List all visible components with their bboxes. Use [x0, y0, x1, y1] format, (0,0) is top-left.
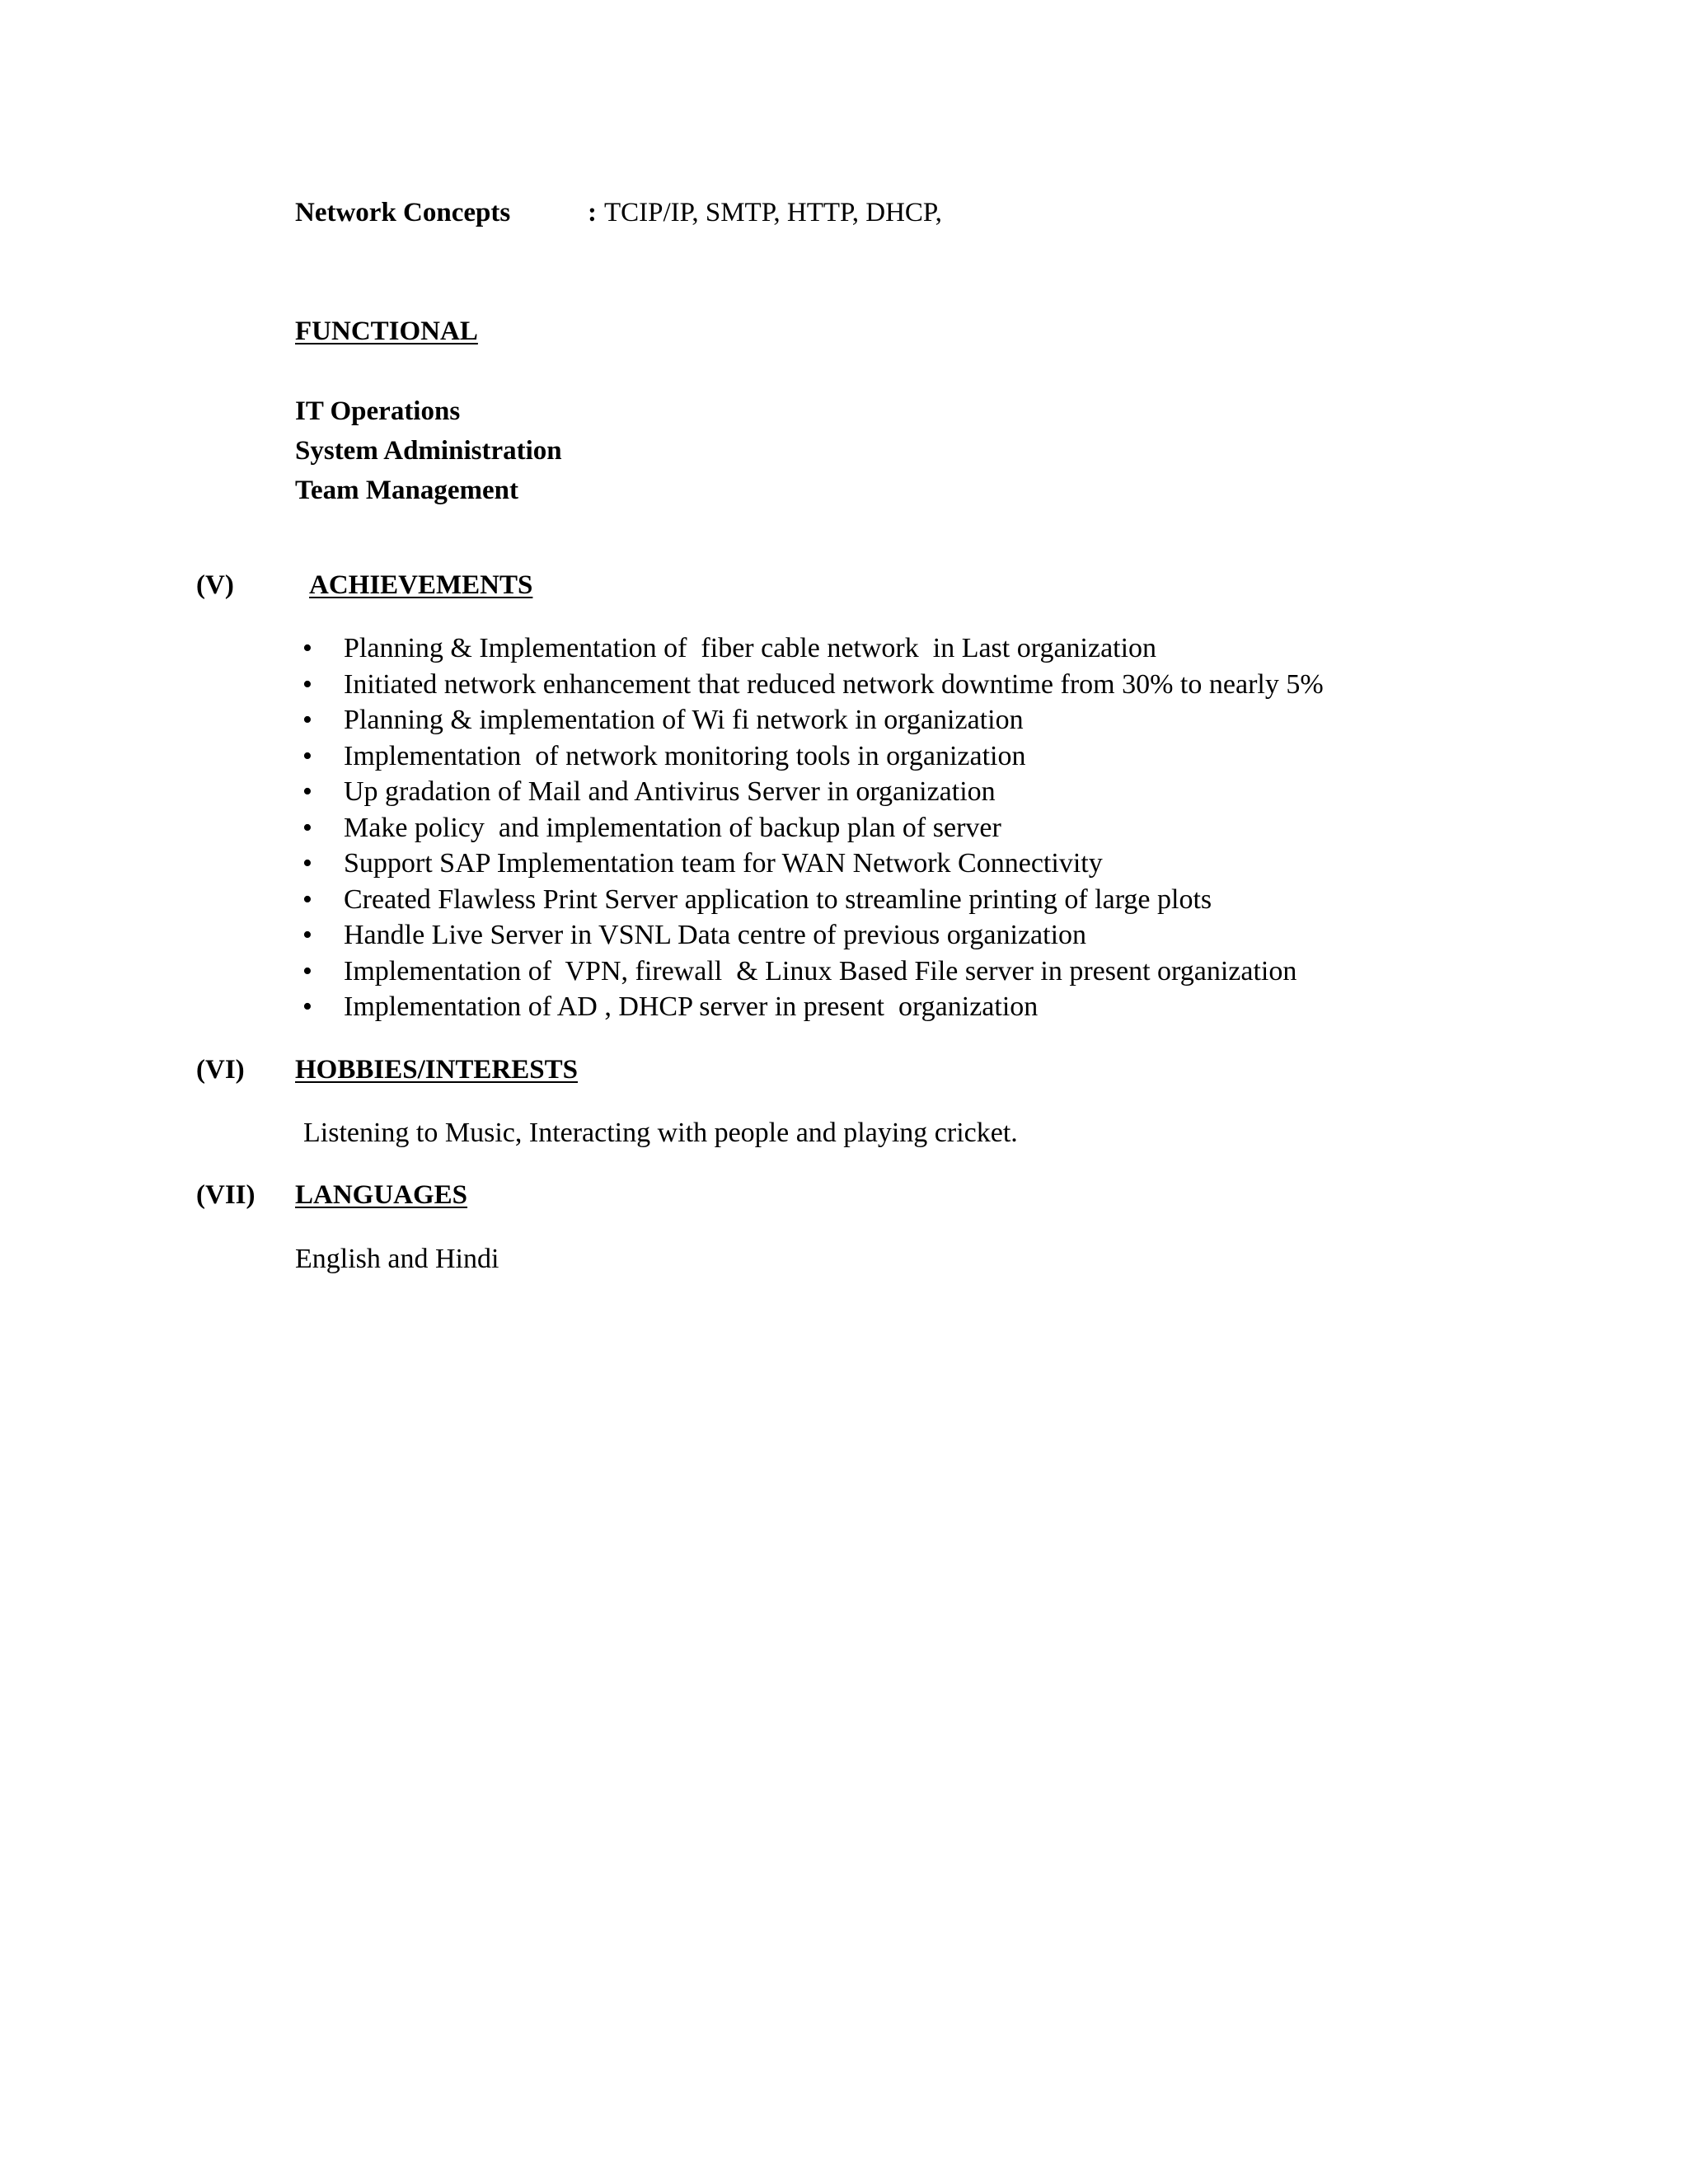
bullet-icon: •	[302, 920, 312, 950]
achievement-text: Created Flawless Print Server application to streamline printing of large plots	[344, 883, 1212, 915]
network-concepts-colon: :	[588, 198, 597, 227]
achievements-heading: ACHIEVEMENTS	[309, 570, 533, 600]
functional-item: IT Operations	[295, 396, 461, 426]
bullet-icon: •	[302, 776, 312, 807]
achievement-text: Initiated network enhancement that reduced network downtime from 30% to nearly 5%	[344, 668, 1324, 700]
achievement-text: Implementation of AD , DHCP server in present organization	[344, 991, 1039, 1022]
bullet-icon: •	[302, 883, 312, 915]
functional-item: Team Management	[295, 476, 518, 505]
achievement-text: Implementation of network monitoring tools in organization	[344, 740, 1026, 771]
hobbies-text: Listening to Music, Interacting with people and playing cricket.	[303, 1118, 1018, 1148]
network-concepts-value: TCIP/IP, SMTP, HTTP, DHCP,	[604, 198, 942, 227]
bullet-icon: •	[302, 633, 312, 663]
functional-item: System Administration	[295, 436, 562, 466]
achievement-text: Make policy and implementation of backup plan of server	[344, 812, 1001, 843]
bullet-icon: •	[302, 848, 312, 879]
bullet-icon: •	[302, 955, 312, 987]
bullet-icon: •	[302, 740, 312, 771]
achievement-text: Handle Live Server in VSNL Data centre of previous organization	[344, 920, 1087, 950]
bullet-icon: •	[302, 705, 312, 735]
achievement-text: Planning & implementation of Wi fi network in organization	[344, 705, 1024, 735]
achievement-text: Support SAP Implementation team for WAN Network Connectivity	[344, 848, 1103, 879]
achievement-text: Planning & Implementation of fiber cable network in Last organization	[344, 633, 1157, 663]
functional-heading: FUNCTIONAL	[295, 316, 478, 346]
hobbies-heading: HOBBIES/INTERESTS	[295, 1055, 578, 1085]
achievement-text: Up gradation of Mail and Antivirus Server in organization	[344, 776, 996, 807]
languages-text: English and Hindi	[295, 1244, 499, 1274]
achievement-text: Implementation of VPN, firewall & Linux Based File server in present organization	[344, 955, 1297, 987]
network-concepts-label: Network Concepts	[295, 198, 511, 227]
languages-heading: LANGUAGES	[295, 1180, 468, 1210]
bullet-icon: •	[302, 812, 312, 843]
section-number: (VII)	[196, 1180, 256, 1210]
section-number: (VI)	[196, 1055, 245, 1085]
bullet-icon: •	[302, 668, 312, 700]
bullet-icon: •	[302, 991, 312, 1022]
section-number: (V)	[196, 570, 234, 600]
